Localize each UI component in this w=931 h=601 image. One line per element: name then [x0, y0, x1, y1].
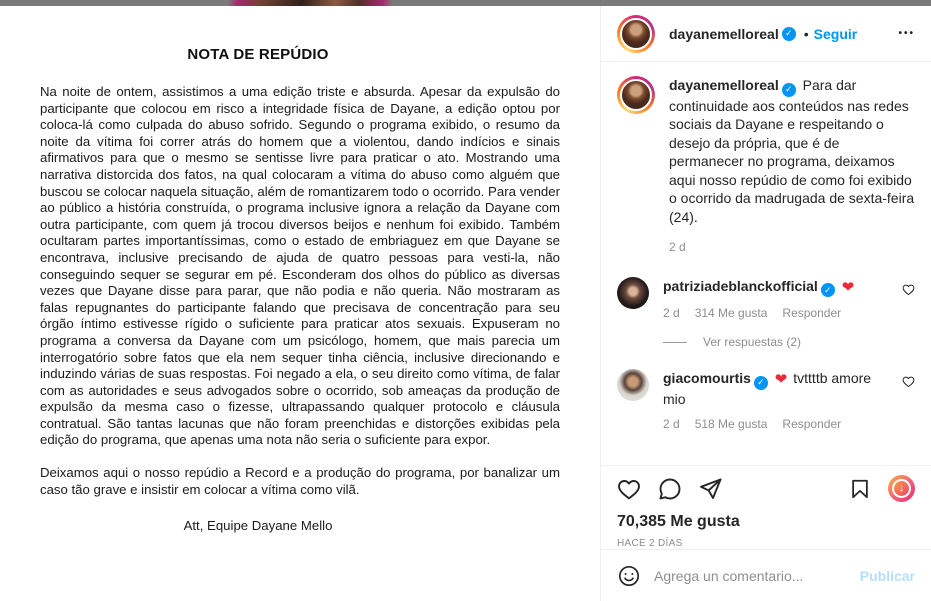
top-crop-strip [0, 0, 931, 6]
paper-plane-icon [699, 477, 723, 501]
caption-block [617, 76, 915, 257]
more-options-icon[interactable]: ••• [898, 28, 915, 39]
download-button-ring [892, 479, 911, 498]
action-bar [601, 465, 931, 511]
post-image[interactable] [0, 6, 600, 601]
caption-text-wrap [669, 76, 915, 226]
comment-bubble-icon [658, 477, 682, 501]
post-header [601, 6, 931, 62]
comment-meta [663, 306, 894, 320]
caption-username-link[interactable]: dayanemelloreal [669, 77, 779, 93]
commenter-username-link[interactable]: giacomourtis [663, 370, 751, 386]
heart-outline-icon [902, 283, 915, 296]
document-paragraph-2: Deixamos aqui o nosso repúdio a Record e a produção do programa, por banalizar um caso tão grave e insistir em colocar a vítima como vilã. [40, 465, 560, 497]
replies-dash [663, 342, 687, 343]
post-side-panel [600, 0, 931, 601]
comment-text-line [663, 277, 894, 298]
comment-reply-button[interactable]: Responder [782, 306, 842, 320]
comment-meta [663, 417, 894, 431]
verified-badge-icon: ✓ [821, 283, 835, 297]
save-button[interactable] [849, 477, 871, 501]
like-count[interactable]: 70,385 Me gusta [617, 513, 740, 530]
comment-main [663, 277, 894, 350]
share-button[interactable] [699, 477, 723, 501]
commenter-username-link[interactable]: patriziadeblanckofficial [663, 277, 818, 294]
comment-like-count[interactable]: 518 Me gusta [694, 416, 768, 431]
username-link[interactable]: dayanemelloreal [669, 25, 779, 42]
emoji-button[interactable] [617, 564, 641, 588]
comment-main [663, 369, 894, 431]
heart-emoji: ❤ [774, 371, 788, 388]
comments-section [601, 62, 931, 465]
view-replies-label[interactable]: Ver respuestas (2) [703, 335, 802, 349]
caption-avatar[interactable] [620, 79, 652, 111]
follow-button[interactable]: Seguir [813, 25, 858, 42]
caption-content [669, 76, 915, 257]
download-arrow-icon: ↓ [894, 481, 909, 496]
comment-like-button[interactable] [902, 375, 915, 431]
document-signature: Att, Equipe Dayane Mello [183, 518, 333, 534]
caption-story-ring[interactable] [617, 76, 655, 114]
heart-icon [617, 477, 641, 501]
commenter-avatar[interactable] [617, 369, 649, 401]
comment-item [617, 369, 915, 431]
verified-badge-icon: ✓ [782, 27, 796, 41]
document-body [40, 84, 560, 535]
comment-text: tvttttb amore mio [663, 370, 872, 407]
heart-emoji: ❤ [841, 278, 855, 296]
like-button[interactable] [617, 477, 641, 501]
comment-like-count[interactable]: 314 Me gusta [694, 306, 768, 320]
comment-button[interactable] [658, 477, 682, 501]
comment-input[interactable] [654, 568, 847, 584]
document-title: NOTA DE REPÚDIO [187, 46, 329, 63]
post-timestamp: HACE 2 DÍAS [617, 538, 683, 549]
comment-text-line [663, 369, 894, 408]
bookmark-icon [849, 477, 871, 501]
comment-item [617, 277, 915, 350]
commenter-avatar[interactable] [617, 277, 649, 309]
avatar[interactable] [620, 18, 652, 50]
verified-badge-icon: ✓ [782, 83, 796, 97]
separator-dot: • [803, 25, 809, 42]
smiley-icon [617, 564, 641, 588]
comment-like-button[interactable] [902, 283, 915, 350]
comment-reply-button[interactable]: Responder [782, 416, 842, 431]
comment-timestamp: 2 d [663, 306, 680, 320]
add-comment-bar [601, 549, 931, 601]
caption-timestamp: 2 d [669, 240, 686, 254]
document-paragraph-1: Na noite de ontem, assistimos a uma edição triste e absurda. Apesar da expulsão do participante que colocou em risco a integridade física de Dayane, a edição optou por coloca-lá como culpada do abuso sofrido. Segundo o programa exibido, o resumo da noite da vítima foi correr atrás do homem que a violentou, dando indícios e sinais afirmativos para que o mesmo se sentisse livre para praticar o ato. Mostrando uma narrativa distorcida dos fatos, na qual colocaram a vítima do abuso como alguém que buscou se colocar naquela situação, além de romantizarem todo o ocorrido. Para vender ao público a história construída, o programa inclusive ignora a relação da Dayane com outra participante, com quem já trocou diversos beijos e nenhum foi exibido. Também ocultaram partes importantíssimas, como o estado de embriaguez em que Dayane se encontrava, inclusive precisando de ajuda de quatro pessoas para vesti-la, não conseguindo sequer se segurar em pé. Esconderam dos olhos do público as diversas vezes que Dayane disse para parar, que não podia e não queria. Não mostraram as falas repugnantes do participante falando que precisava de concentração para seu órgão íntimo estivesse rígido o suficiente para praticar atos sexuais. Expuseram no programa a conversa da Dayane com um psicólogo, homem, que mais parecia um interrogatório sobre fatos que ela nem sequer tinha ciência, inclusive direcionando e induzindo várias de suas respostas. Foi negado a ela, o seu direito como vítima, de falar com as autoridades e seus advogados sobre o ocorrido, sob ameaças da produção de expulsão da mesma caso o fizesse, ultrapassando qualquer protocolo e cláusula contratual. São tantas lacunas que não foram preenchidas e distorções exibidas pela edição do programa, que apenas uma nota não seria o suficiente para expor. [40, 84, 560, 448]
heart-outline-icon [902, 375, 915, 388]
story-ring[interactable] [617, 15, 655, 53]
view-replies-button[interactable] [663, 335, 894, 349]
publish-button[interactable]: Publicar [859, 567, 915, 584]
cropped-photo-fragment [228, 0, 392, 6]
verified-badge-icon: ✓ [754, 376, 768, 390]
header-user [669, 26, 857, 42]
download-button[interactable] [888, 475, 915, 502]
caption-text: Para dar continuidade aos conteúdos nas redes sociais da Dayane e respeitando o desejo da própria, que é de permanecer no programa, deixamos aqui nosso repúdio de como foi exibido o ocorrido da madrugada de sexta-feira (24). [669, 77, 915, 225]
comment-timestamp: 2 d [663, 416, 680, 431]
